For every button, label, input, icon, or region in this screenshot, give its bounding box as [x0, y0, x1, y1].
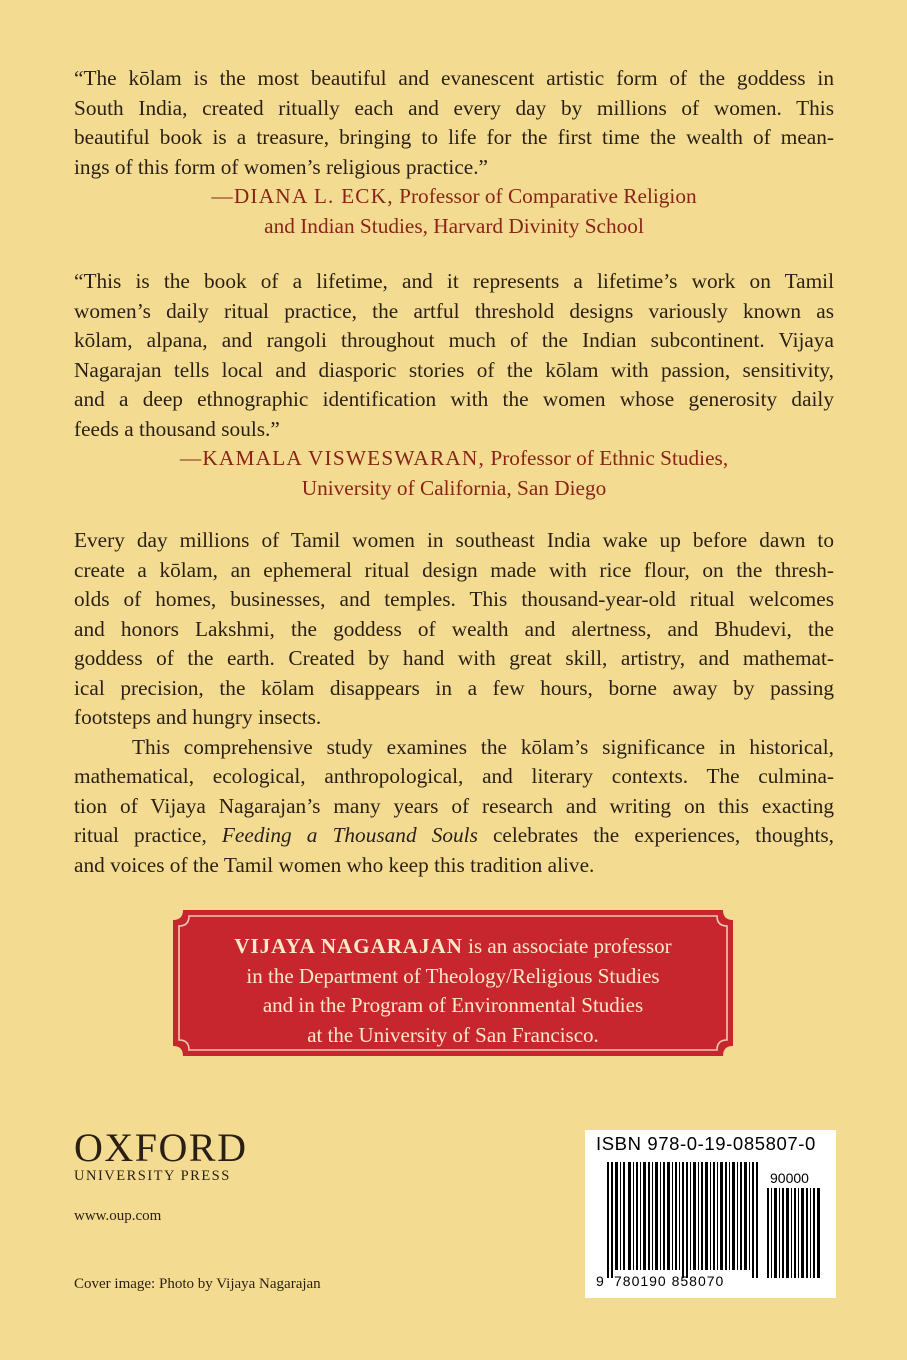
description-line — [74, 821, 834, 851]
quote-line: kōlam, alpana, and rangoli throughout much of the Indian subcontinent. Vijaya — [74, 328, 834, 352]
author-bio-box — [173, 910, 733, 1056]
quote-eck — [74, 64, 834, 241]
description-line: tion of Vijaya Nagarajan’s many years of research and writing on this exacting — [74, 793, 834, 818]
quote-line: “This is the book of a lifetime, and it represents a lifetime’s work on Tamil — [74, 269, 834, 293]
publisher-logo: OXFORD — [74, 1125, 248, 1170]
author-bio-line: in the Department of Theology/Religious Studies — [246, 963, 660, 988]
cover-credit: Cover image: Photo by Vijaya Nagarajan — [74, 1276, 321, 1292]
author-name: VIJAYA NAGARAJAN — [234, 934, 463, 958]
quote-attribution — [74, 182, 834, 212]
description-fragment: ritual practice, — [74, 823, 207, 847]
description-line: olds of homes, businesses, and temples. This thousand-year-old ritual welcomes — [74, 587, 834, 611]
description-line: mathematical, ecological, anthropological, and literary contexts. The culmina- — [74, 764, 834, 788]
author-bio-line: and in the Program of Environmental Studies — [262, 993, 644, 1017]
description-line: create a kōlam, an ephemeral ritual design made with rice flour, on the thresh- — [74, 557, 834, 582]
attribution-name: —KAMALA VISWESWARAN, — [179, 446, 486, 470]
quote-attribution — [74, 444, 834, 474]
barcode-addon: 90000 — [770, 1170, 809, 1186]
attribution-name: —DIANA L. ECK, — [211, 184, 394, 208]
barcode-digits: 780190 858070 — [614, 1273, 725, 1289]
publisher-url: www.oup.com — [74, 1208, 162, 1224]
description-line: ical precision, the kōlam disappears in a few hours, borne away by passing — [74, 675, 834, 700]
barcode-digit: 9 — [596, 1273, 604, 1289]
author-bio-line — [173, 932, 733, 962]
book-title: Feeding a Thousand Souls — [221, 823, 478, 847]
quote-visweswaran — [74, 267, 834, 503]
description-line: and voices of the Tamil women who keep this tradition alive. — [74, 852, 595, 877]
description-line: and honors Lakshmi, the goddess of wealth and alertness, and Bhudevi, the — [74, 616, 834, 641]
description-line: goddess of the earth. Created by hand with great skill, artistry, and mathemat- — [74, 646, 834, 670]
book-description — [74, 526, 834, 880]
author-bio-text — [173, 932, 733, 1050]
quote-line: and a deep ethnographic identification with the women whose generosity daily — [74, 387, 834, 411]
attribution-affiliation: and Indian Studies, Harvard Divinity School — [264, 213, 644, 238]
author-bio-line: at the University of San Francisco. — [307, 1022, 599, 1047]
description-fragment: celebrates the experiences, thoughts, — [492, 823, 834, 847]
attribution-title: Professor of Comparative Religion — [399, 184, 697, 208]
isbn-text: ISBN 978-0-19-085807-0 — [596, 1133, 816, 1154]
quote-line: Nagarajan tells local and diasporic stories of the kōlam with passion, sensitivity, — [74, 357, 834, 382]
attribution-affiliation: University of California, San Diego — [301, 475, 607, 500]
description-line: footsteps and hungry insects. — [74, 705, 322, 729]
description-line: Every day millions of Tamil women in southeast India wake up before dawn to — [74, 528, 834, 552]
quote-line: ings of this form of women’s religious practice.” — [74, 154, 489, 179]
quote-line: beautiful book is a treasure, bringing to life for the first time the wealth of mean- — [74, 125, 834, 149]
quote-line: “The kōlam is the most beautiful and evanescent artistic form of the goddess in — [74, 66, 834, 90]
quote-line: feeds a thousand souls.” — [74, 416, 280, 441]
quote-line: South India, created ritually each and every day by millions of women. This — [74, 95, 834, 120]
description-line: This comprehensive study examines the kōlam’s significance in historical, — [132, 734, 834, 759]
isbn-barcode — [585, 1130, 836, 1298]
publisher-logo-subtitle: UNIVERSITY PRESS — [74, 1168, 231, 1184]
attribution-title: Professor of Ethnic Studies, — [490, 446, 729, 470]
author-bio-fragment: is an associate professor — [468, 934, 672, 958]
quote-line: women’s daily ritual practice, the artful threshold designs variously known as — [74, 298, 834, 323]
